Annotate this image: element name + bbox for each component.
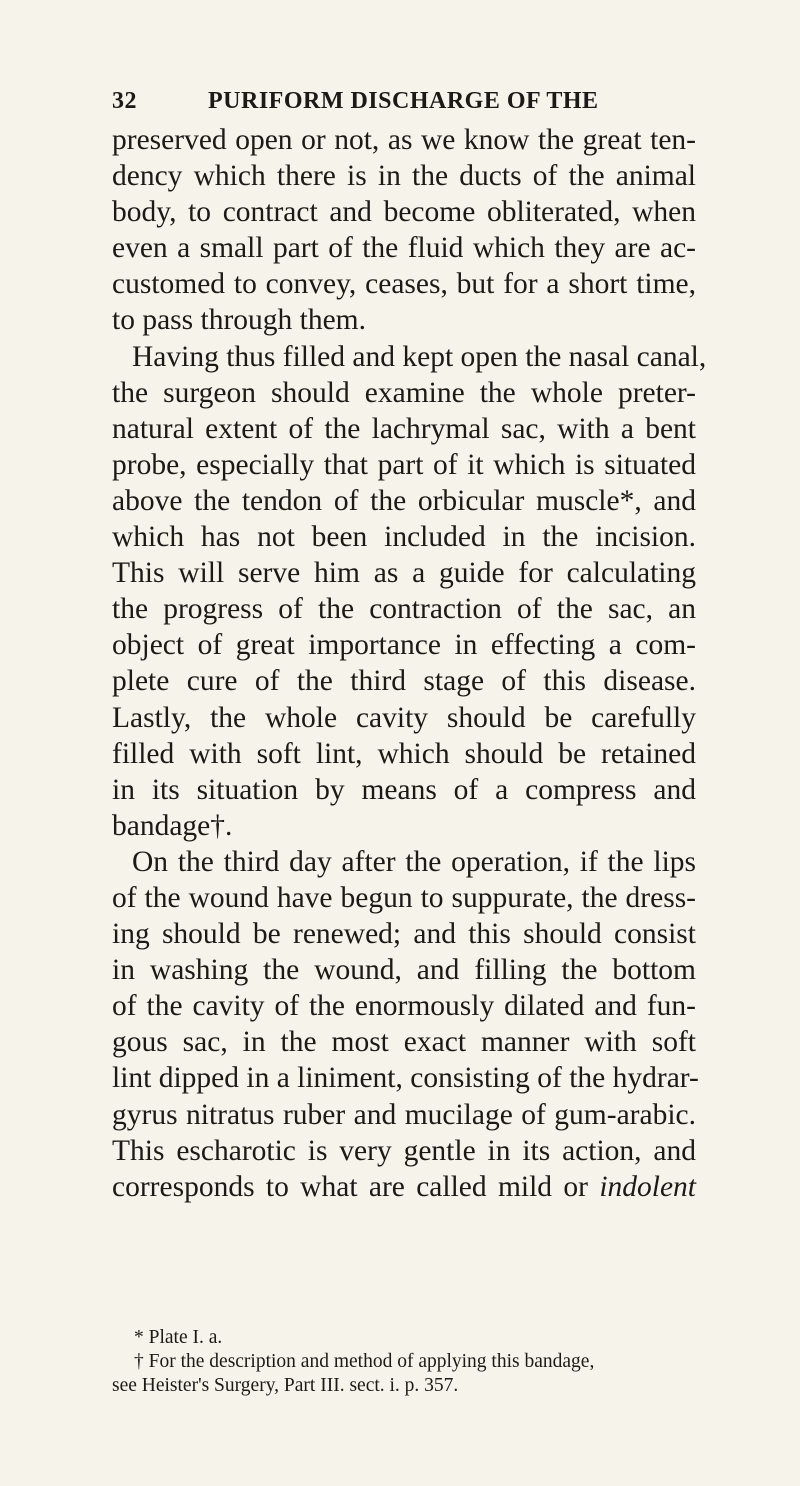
text-line: the progress of the contraction of the sac, an [112,593,696,626]
text-line: in its situation by means of a compress and [112,773,696,806]
text-line: to pass through them. [112,304,367,337]
text-line: On the third day after the operation, if the lips [132,845,696,878]
text-line: probe, especially that part of it which is situated [112,448,696,481]
footnote-plate: * Plate I. a. [134,1327,223,1348]
text-line: dency which there is in the ducts of the animal [112,160,696,193]
text-line: ing should be renewed; and this should consist [112,918,696,951]
text-line: This will serve him as a guide for calculating [112,557,696,590]
text-line: of the wound have begun to suppurate, the dress- [112,881,696,914]
footnote-bandage-continued: see Heister's Surgery, Part III. sect. i. p. 357. [112,1375,459,1396]
text-line: plete cure of the third stage of this disease. [112,665,696,698]
text-line: Lastly, the whole cavity should be carefully [112,701,696,734]
body-text [112,122,707,1205]
running-head [112,88,692,122]
text-line: object of great importance in effecting a com- [112,629,696,662]
running-title: PURIFORM DISCHARGE OF THE [208,88,599,114]
text-line: Having thus filled and kept open the nasal canal, [132,340,707,373]
text-line: the surgeon should examine the whole preter- [112,376,696,409]
text-line: gyrus nitratus ruber and mucilage of gum-arabic. [112,1098,696,1131]
text-line: natural extent of the lachrymal sac, with a bent [112,412,696,445]
text-line: preserved open or not, as we know the great ten- [112,124,696,156]
text-line: gous sac, in the most exact manner with soft [112,1026,696,1059]
final-line-text: corresponds to what are called mild or [112,1170,588,1203]
footnote-bandage: † For the description and method of applying this bandage, [134,1351,595,1372]
text-line-final [112,1169,696,1205]
text-line: customed to convey, ceases, but for a short time, [112,268,696,301]
text-line: in washing the wound, and filling the bottom [112,954,696,987]
text-line: of the cavity of the enormously dilated and fun- [112,990,696,1023]
text-line: filled with soft lint, which should be retained [112,737,696,770]
footnotes [112,1326,702,1398]
text-line: which has not been included in the incision. [112,521,696,554]
text-line: This escharotic is very gentle in its action, and [112,1134,696,1167]
text-line: lint dipped in a liniment, consisting of the hydrar- [112,1062,699,1095]
page-number: 32 [112,88,137,114]
text-line: body, to contract and become obliterated, when [112,196,696,229]
text-line: above the tendon of the orbicular muscle*, and [112,484,696,517]
italic-word: indolent [599,1170,696,1203]
text-line: bandage†. [112,809,233,842]
text-line: even a small part of the fluid which they are ac- [112,232,696,265]
